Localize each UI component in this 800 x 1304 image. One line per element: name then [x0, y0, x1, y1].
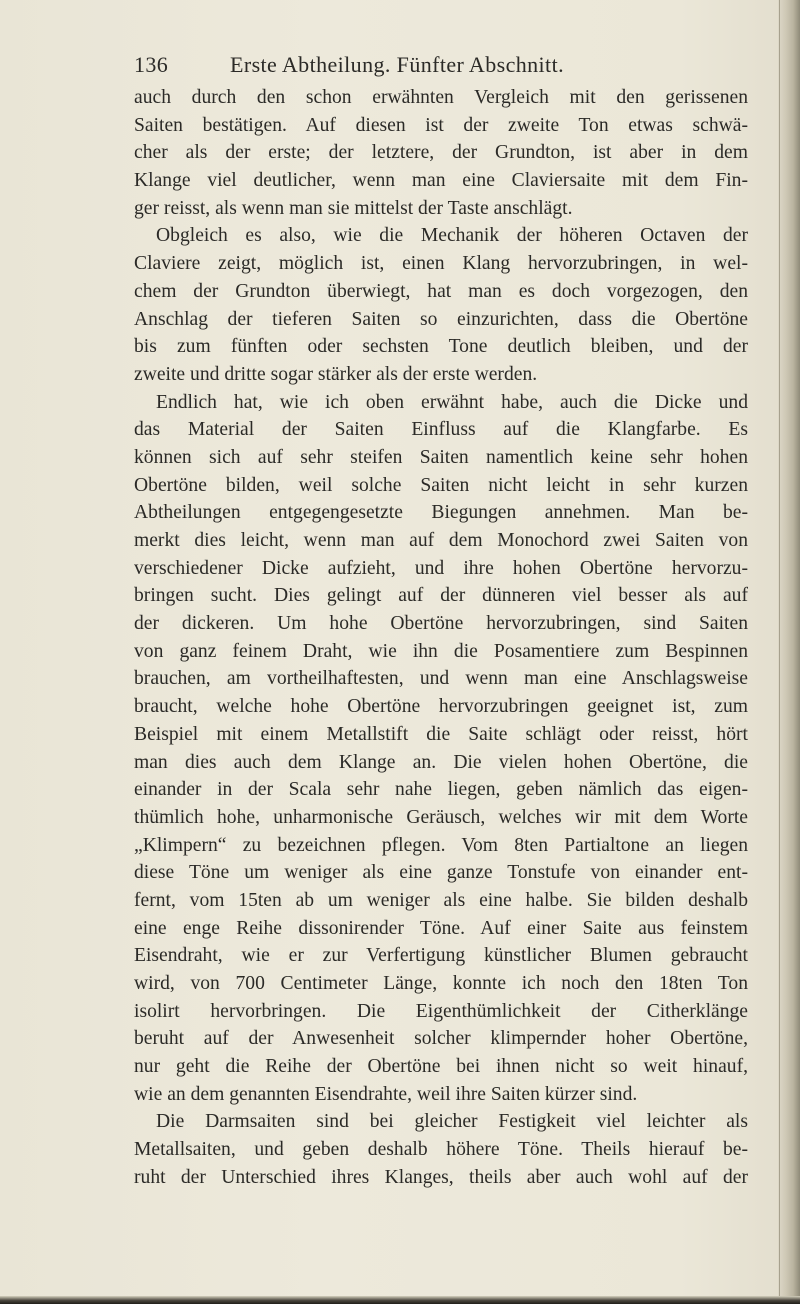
text-line: Die Darmsaiten sind bei gleicher Festigkeit viel leichter als	[156, 1111, 748, 1133]
text-line: Klange viel deutlicher, wenn man eine Claviersaite mit dem Fin-	[134, 170, 748, 192]
text-line: Abtheilungen entgegengesetzte Biegungen annehmen. Man be-	[134, 502, 748, 524]
text-line: Obgleich es also, wie die Mechanik der höheren Octaven der	[156, 225, 748, 247]
text-line: cher als der erste; der letztere, der Grundton, ist aber in dem	[134, 142, 748, 164]
text-line: beruht auf der Anwesenheit solcher klimpernder hoher Obertöne,	[134, 1028, 748, 1050]
text-line: Beispiel mit einem Metallstift die Saite schlägt oder reisst, hört	[134, 723, 748, 745]
running-title: Erste Abtheilung. Fünfter Abschnitt.	[230, 52, 564, 77]
page-number: 136	[134, 52, 169, 77]
body-text	[134, 84, 748, 1192]
text-line: wird, von 700 Centimeter Länge, konnte ich noch den 18ten Ton	[134, 973, 748, 994]
page-edge-line	[779, 0, 780, 1304]
bottom-edge	[0, 1296, 800, 1304]
text-line: fernt, vom 15ten ab um weniger als eine halbe. Sie bilden deshalb	[134, 889, 748, 911]
text-line: Saiten bestätigen. Auf diesen ist der zweite Ton etwas schwä-	[134, 114, 748, 136]
text-line: diese Töne um weniger als eine ganze Tonstufe von einander ent-	[134, 862, 748, 884]
text-line: isolirt hervorbringen. Die Eigenthümlichkeit der Citherklänge	[134, 1000, 748, 1022]
text-line: können sich auf sehr steifen Saiten namentlich keine sehr hohen	[134, 446, 748, 468]
text-line: Claviere zeigt, möglich ist, einen Klang hervorzubringen, in wel-	[134, 253, 748, 275]
text-line: wie an dem genannten Eisendrahte, weil ihre Saiten kürzer sind.	[134, 1083, 638, 1105]
text-line: bis zum fünften oder sechsten Tone deutlich bleiben, und der	[134, 336, 748, 358]
text-line: einander in der Scala sehr nahe liegen, geben nämlich das eigen-	[134, 779, 748, 801]
text-line: Endlich hat, wie ich oben erwähnt habe, auch die Dicke und	[156, 391, 748, 413]
text-line: zweite und dritte sogar stärker als der erste werden.	[134, 363, 538, 385]
text-line: Anschlag der tieferen Saiten so einzurichten, dass die Obertöne	[134, 308, 748, 330]
text-line: chem der Grundton überwiegt, hat man es doch vorgezogen, den	[134, 280, 748, 302]
text-line: der dickeren. Um hohe Obertöne hervorzubringen, sind Saiten	[134, 613, 748, 635]
text-line: nur geht die Reihe der Obertöne bei ihnen nicht so weit hinauf,	[134, 1056, 748, 1078]
text-line: „Klimpern“ zu bezeichnen pflegen. Vom 8ten Partialtone an liegen	[134, 834, 748, 856]
text-line: man dies auch dem Klange an. Die vielen hohen Obertöne, die	[134, 751, 748, 773]
text-line: Metallsaiten, und geben deshalb höhere Töne. Theils hierauf be-	[134, 1139, 748, 1161]
text-line: ruht der Unterschied ihres Klanges, theils aber auch wohl auf der	[134, 1166, 748, 1188]
text-line: Obertöne bilden, weil solche Saiten nicht leicht in sehr kurzen	[134, 474, 748, 496]
text-line: von ganz feinem Draht, wie ihn die Posamentiere zum Bespinnen	[134, 640, 748, 662]
text-line: ger reisst, als wenn man sie mittelst der Taste anschlägt.	[134, 197, 573, 219]
text-line: eine enge Reihe dissonirender Töne. Auf einer Saite aus feinstem	[134, 917, 748, 939]
text-line: bringen sucht. Dies gelingt auf der dünneren viel besser als auf	[134, 585, 748, 607]
text-line: brauchen, am vortheilhaftesten, und wenn man eine Anschlagsweise	[134, 668, 748, 690]
text-line: verschiedener Dicke aufzieht, und ihre hohen Obertöne hervorzu-	[134, 557, 748, 579]
text-line: braucht, welche hohe Obertöne hervorzubringen geeignet ist, zum	[134, 696, 748, 718]
page-edge	[778, 0, 800, 1304]
running-header	[134, 52, 734, 86]
text-line: auch durch den schon erwähnten Vergleich mit den gerissenen	[134, 87, 748, 108]
text-line: Eisendraht, wie er zur Verfertigung künstlicher Blumen gebraucht	[134, 945, 748, 967]
text-line: merkt dies leicht, wenn man auf dem Monochord zwei Saiten von	[134, 530, 748, 551]
text-line: das Material der Saiten Einfluss auf die Klangfarbe. Es	[134, 419, 748, 441]
text-line: thümlich hohe, unharmonische Geräusch, welches wir mit dem Worte	[134, 806, 748, 828]
